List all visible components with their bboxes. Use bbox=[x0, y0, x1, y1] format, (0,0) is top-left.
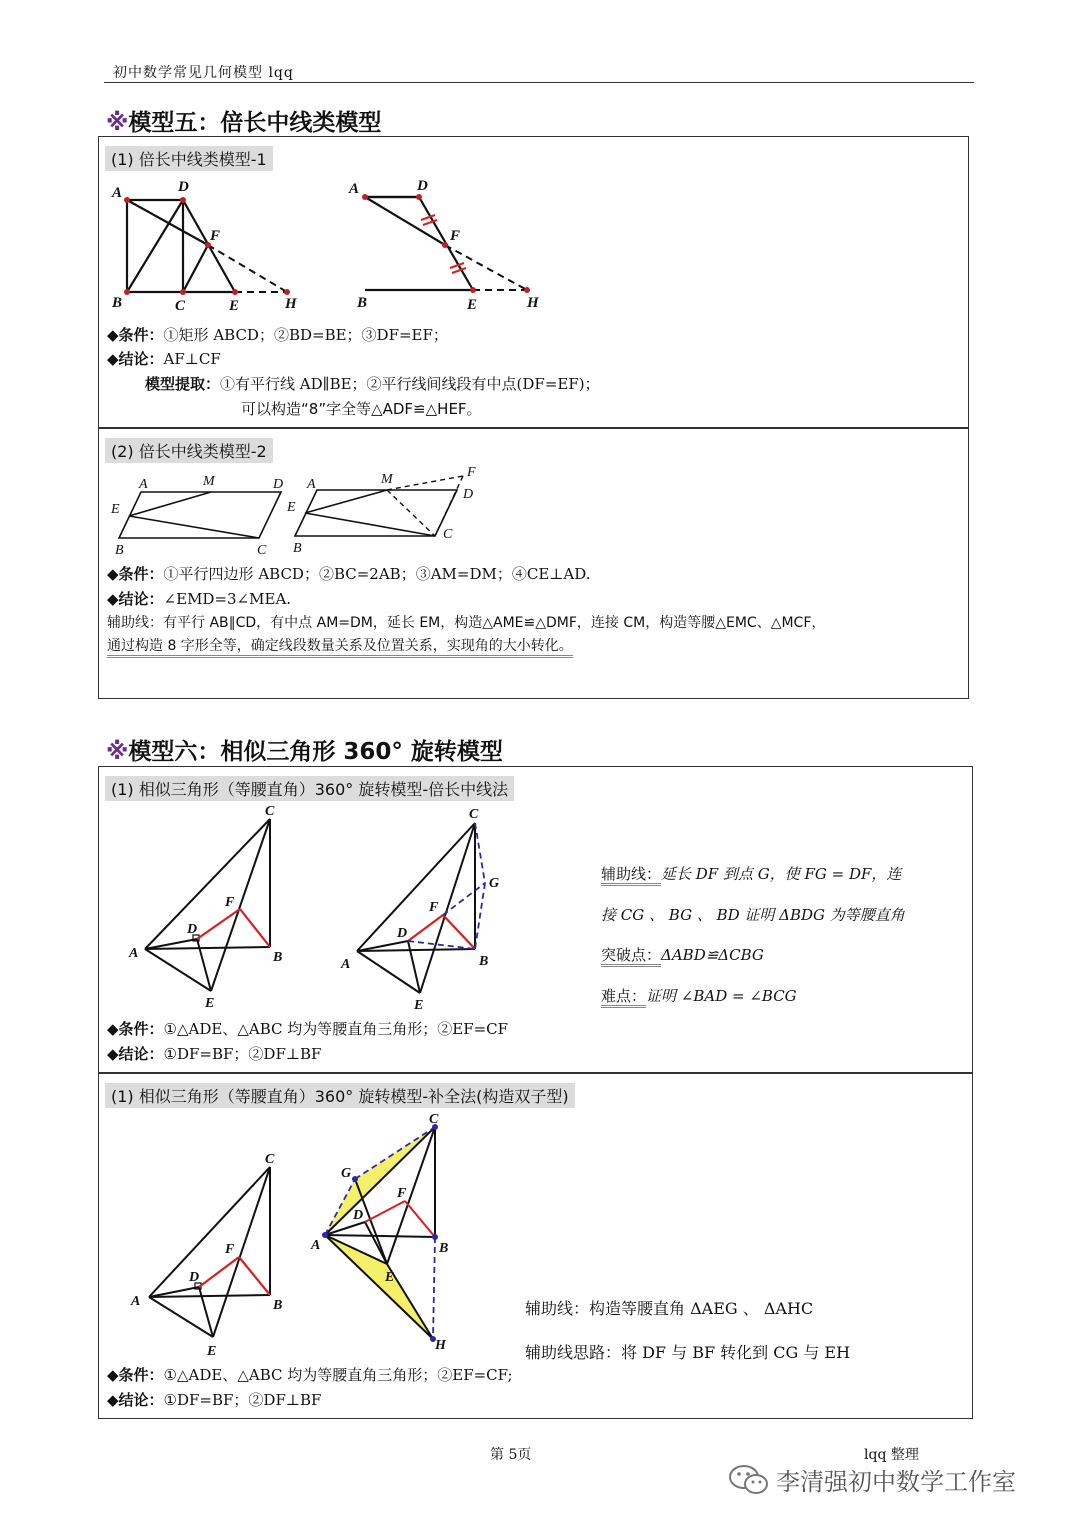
figB-label-B: B bbox=[479, 954, 489, 969]
extract-label: 模型提取： bbox=[145, 375, 221, 393]
condition-label: ◆条件： bbox=[107, 326, 164, 344]
watermark-text: 李清强初中数学工作室 bbox=[776, 1468, 1016, 1496]
fig4-label-C: C bbox=[443, 527, 453, 542]
figC-FB bbox=[239, 1257, 270, 1295]
fig4-label-E: E bbox=[287, 500, 296, 515]
figA-label-A: A bbox=[129, 946, 139, 961]
figD-label-D: D bbox=[353, 1208, 364, 1223]
fig2-label-E: E bbox=[467, 297, 478, 313]
figC-AC bbox=[149, 1167, 270, 1297]
model6-box-1 bbox=[98, 766, 973, 1074]
model6-sub1-condition: ◆条件：①△ADE、△ABC 均为等腰直角三角形；②EF=CF bbox=[107, 1020, 509, 1038]
figD-AB bbox=[325, 1235, 435, 1237]
figB-label-F: F bbox=[429, 900, 439, 915]
fig2-dashed-FH bbox=[445, 245, 527, 290]
model5-box-2 bbox=[98, 427, 969, 699]
fig3-label-A: A bbox=[139, 477, 148, 492]
document-header: 初中数学常见几何模型 lqq bbox=[113, 65, 294, 81]
model6-sub2-title: (1) 相似三角形（等腰直角）360° 旋转模型-补全法(构造双子型) bbox=[105, 1083, 575, 1108]
fig2-label-B: B bbox=[357, 295, 368, 311]
fig2-label-H: H bbox=[527, 295, 539, 311]
fig1-label-H: H bbox=[285, 296, 297, 312]
figA-EC bbox=[211, 819, 270, 991]
figD-dashed-BH bbox=[433, 1237, 435, 1339]
model6-sub1-aux-cont: 接 CG 、 BG 、 BD 证明 ΔBDG 为等腰直角 bbox=[601, 906, 905, 924]
fig4-segment-EM bbox=[305, 490, 387, 513]
figA-label-E: E bbox=[205, 996, 215, 1011]
fig3-parallelogram bbox=[119, 492, 281, 538]
model5-sub2-condition: ◆条件：①平行四边形 ABCD；②BC=2AB；③AM=DM；④CE⊥AD. bbox=[107, 565, 591, 583]
wechat-icon bbox=[728, 1463, 770, 1497]
figD-label-F: F bbox=[397, 1186, 407, 1201]
model6-sub1-break: 突破点：ΔABD≌ΔCBG bbox=[601, 944, 764, 965]
model6-box-2 bbox=[98, 1072, 973, 1419]
model5-sub1-title: (1) 倍长中线类模型-1 bbox=[105, 146, 273, 171]
model6-sub1-aux: 辅助线：延长 DF 到点 G，使 FG = DF，连 bbox=[601, 863, 901, 884]
section5-title-mark: ※ bbox=[106, 110, 129, 136]
model6-sub1-figures bbox=[125, 803, 525, 1013]
fig2-label-F: F bbox=[450, 228, 461, 244]
model6-sub2-condition: ◆条件：①△ADE、△ABC 均为等腰直角三角形；②EF=CF; bbox=[107, 1366, 513, 1384]
conclusion-label: ◆结论： bbox=[107, 350, 164, 368]
section5-title-text: 模型五：倍长中线类模型 bbox=[128, 110, 382, 136]
model5-sub2-title: (2) 倍长中线类模型-2 bbox=[105, 438, 273, 463]
fig3-label-C: C bbox=[257, 543, 267, 558]
fig3-label-M: M bbox=[203, 474, 215, 489]
header-divider bbox=[104, 82, 974, 83]
figA-label-D: D bbox=[187, 922, 198, 937]
figC-label-A: A bbox=[131, 1294, 141, 1309]
watermark bbox=[728, 1462, 1016, 1497]
model6-sub2-figures bbox=[125, 1111, 505, 1359]
fig1-label-E: E bbox=[229, 298, 240, 314]
figB-dashed-GB bbox=[475, 883, 485, 949]
fig1-label-C: C bbox=[175, 298, 186, 314]
figC-EC bbox=[213, 1167, 270, 1337]
figB-label-A: A bbox=[341, 957, 351, 972]
fig3-segment-EM bbox=[129, 492, 211, 516]
model5-sub1-figures bbox=[107, 175, 567, 315]
figD-label-E: E bbox=[385, 1270, 395, 1285]
figB-label-D: D bbox=[397, 926, 408, 941]
figB-FB bbox=[443, 915, 475, 949]
figC-DF bbox=[199, 1257, 239, 1287]
figC-label-D: D bbox=[189, 1270, 200, 1285]
figB-dashed-FG bbox=[443, 883, 485, 915]
fig1-segment-BD bbox=[127, 200, 183, 292]
model5-sub2-figures bbox=[111, 465, 511, 558]
figB-AB bbox=[357, 949, 475, 951]
fig1-label-D: D bbox=[178, 179, 189, 195]
fig1-segment-CF bbox=[183, 245, 208, 292]
fig4-label-D: D bbox=[463, 487, 474, 502]
figD-FB bbox=[405, 1201, 435, 1237]
section6-title bbox=[106, 733, 503, 766]
model5-sub1-extract-2: 可以构造“8”字全等△ADF≌△HEF。 bbox=[241, 400, 482, 418]
figD-label-B: B bbox=[439, 1241, 449, 1256]
model6-sub2-aux: 辅助线：构造等腰直角 ΔAEG 、 ΔAHC bbox=[525, 1299, 814, 1318]
section6-title-mark: ※ bbox=[106, 739, 129, 765]
fig1-label-F: F bbox=[210, 228, 221, 244]
figC-label-E: E bbox=[207, 1344, 217, 1359]
fig3-segment-EC bbox=[129, 516, 259, 538]
model6-sub2-conclusion: ◆结论：①DF=BF；②DF⊥BF bbox=[107, 1391, 322, 1409]
figB-AC bbox=[357, 823, 475, 951]
fig4-label-B: B bbox=[293, 541, 302, 556]
model6-sub1-hard: 难点：证明 ∠BAD = ∠BCG bbox=[601, 985, 797, 1006]
figB-AE bbox=[357, 951, 420, 993]
section5-title bbox=[106, 104, 381, 137]
model5-sub1-conclusion: ◆结论：AF⊥CF bbox=[107, 350, 221, 368]
model5-sub2-aux-line1: 辅助线：有平行 AB∥CD，有中点 AM=DM，延长 EM，构造△AME≌△DMF，连接 CM，构造等腰△EMC、△MCF， bbox=[107, 615, 826, 631]
figB-label-G: G bbox=[489, 876, 500, 891]
fig4-dashed-MF bbox=[387, 476, 463, 490]
figD-DF bbox=[365, 1201, 405, 1222]
figD-label-G: G bbox=[341, 1166, 352, 1181]
figD-label-C: C bbox=[429, 1112, 439, 1127]
figD-AC bbox=[325, 1127, 435, 1235]
fig2-label-A: A bbox=[349, 181, 360, 197]
figB-label-E: E bbox=[414, 998, 424, 1013]
fig3-label-B: B bbox=[115, 543, 124, 558]
model5-sub2-conclusion: ◆结论：∠EMD=3∠MEA. bbox=[107, 590, 292, 608]
model6-sub1-conclusion: ◆结论：①DF=BF；②DF⊥BF bbox=[107, 1045, 322, 1063]
model5-sub1-condition: ◆条件：①矩形 ABCD；②BD=BE；③DF=EF； bbox=[107, 326, 448, 344]
figA-AC bbox=[145, 819, 270, 949]
figB-dashed-CG bbox=[475, 823, 485, 883]
figA-label-B: B bbox=[273, 950, 283, 965]
fig3-label-D: D bbox=[273, 477, 284, 492]
figC-AB bbox=[149, 1295, 270, 1297]
fig4-label-M: M bbox=[381, 472, 393, 487]
fig4-parallelogram bbox=[295, 490, 457, 536]
section6-title-text: 模型六：相似三角形 360° 旋转模型 bbox=[128, 739, 503, 765]
figD-label-H: H bbox=[435, 1338, 446, 1353]
figA-label-C: C bbox=[265, 804, 275, 819]
fig4-label-A: A bbox=[307, 477, 316, 492]
figC-label-C: C bbox=[265, 1152, 275, 1167]
fig2-label-D: D bbox=[417, 178, 428, 194]
fig3-label-E: E bbox=[111, 502, 120, 517]
model5-box-1 bbox=[98, 136, 969, 429]
figA-label-F: F bbox=[225, 895, 235, 910]
fig1-label-A: A bbox=[112, 185, 123, 201]
model5-sub2-aux-line2: 通过构造 8 字形全等，确定线段数量关系及位置关系，实现角的大小转化。 bbox=[107, 635, 573, 658]
fig1-label-B: B bbox=[112, 295, 123, 311]
model6-sub1-title: (1) 相似三角形（等腰直角）360° 旋转模型-倍长中线法 bbox=[105, 776, 514, 801]
footer-author: lqq 整理 bbox=[864, 1447, 919, 1463]
page-number: 第 5页 bbox=[490, 1447, 532, 1463]
figA-AB bbox=[145, 947, 270, 949]
figB-label-C: C bbox=[469, 807, 479, 822]
figB-dashed-DB bbox=[408, 941, 475, 949]
model6-sub2-aux-idea: 辅助线思路：将 DF 与 BF 转化到 CG 与 EH bbox=[525, 1343, 851, 1362]
fig4-label-F: F bbox=[467, 465, 476, 480]
figC-label-F: F bbox=[225, 1242, 235, 1257]
figA-FB bbox=[240, 909, 270, 947]
figD-label-A: A bbox=[311, 1238, 321, 1253]
figC-label-B: B bbox=[273, 1298, 283, 1313]
fig1-dashed-FH bbox=[208, 245, 287, 292]
model5-sub1-extract: 模型提取：①有平行线 AD∥BE；②平行线间线段有中点(DF=EF)； bbox=[145, 375, 600, 393]
